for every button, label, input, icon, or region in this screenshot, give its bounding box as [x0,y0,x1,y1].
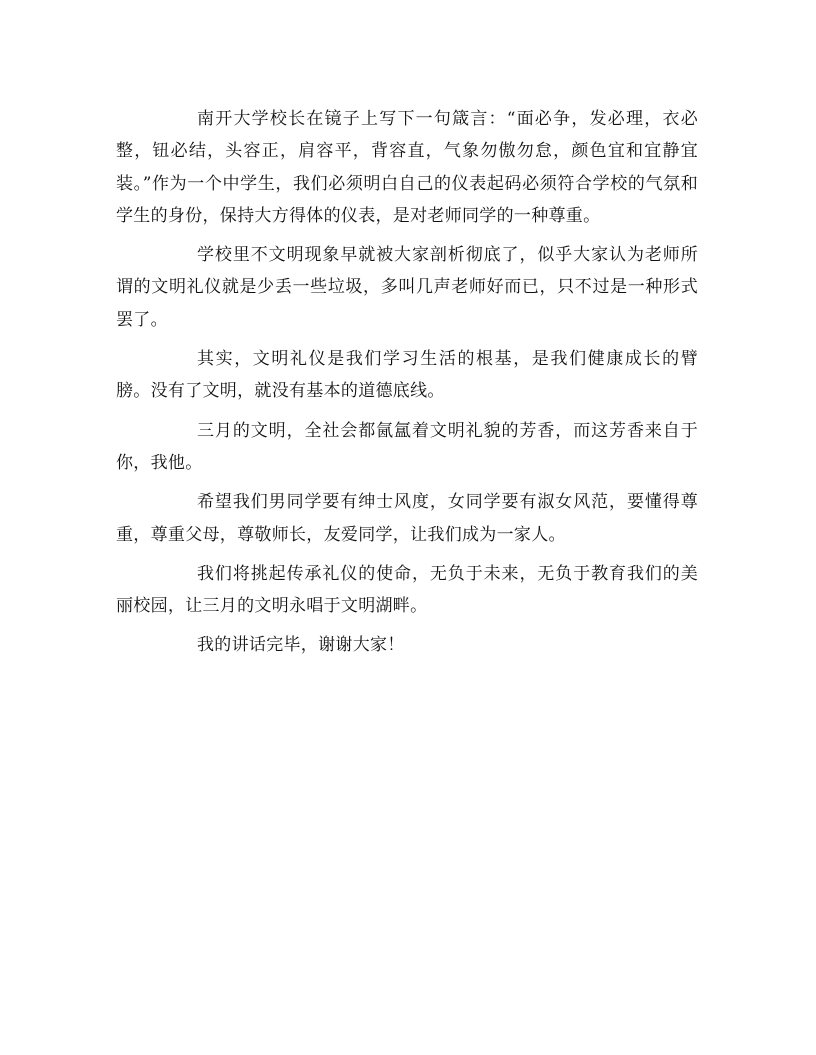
paragraph-2: 学校里不文明现象早就被大家剖析彻底了，似乎大家认为老师所谓的文明礼仪就是少丢一些垃圾，多叫几声老师好而已，只不过是一种形式罢了。 [116,245,698,330]
paragraph-4: 三月的文明，全社会都氤氲着文明礼貌的芳香，而这芳香来自于你，我他。 [116,420,698,473]
paragraph-7: 我的讲话完毕，谢谢大家！ [197,635,405,656]
paragraph-5: 希望我们男同学要有绅士风度，女同学要有淑女风范，要懂得尊重，尊重父母，尊敬师长，友爱同学，让我们成为一家人。 [116,492,698,545]
paragraph-6: 我们将挑起传承礼仪的使命，无负于未来，无负于教育我们的美丽校园，让三月的文明永唱于文明湖畔。 [116,563,698,617]
paragraph-1: 南开大学校长在镜子上写下一句箴言：“面必争，发必理，衣必整，钮必结，头容正，肩容平，背容直，气象勿傲勿怠，颜色宜和宜静宜装。”作为一个中学生，我们必须明白自己的仪表起码必须符合学校的气氛和学生的身份，保持大方得体的仪表，是对老师同学的一种尊重。 [116,109,698,226]
paragraph-3: 其实，文明礼仪是我们学习生活的根基，是我们健康成长的臂膀。没有了文明，就没有基本的道德底线。 [116,349,698,402]
document-body [116,103,698,669]
